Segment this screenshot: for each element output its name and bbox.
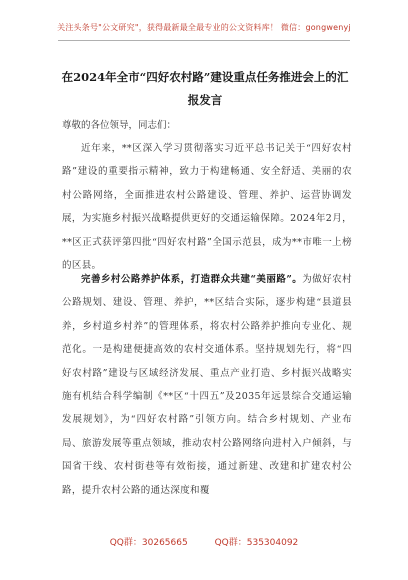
- footer-qq-group-1: QQ群：30265665: [109, 538, 188, 548]
- header-banner: 关注头条号"公文研究"，获得最新最全最专业的公文资料库！ 微信：gongwenyj: [57, 23, 351, 32]
- paragraph-1: 近年来，**区深入学习贯彻落实习近平总书记关于“四好农村路”建设的重要指示精神，致力于构建畅通、安全舒适、美丽的农村公路网络，全面推进农村公路建设、管理、养护、运营协调发展，为实施乡村振兴战略提供更好的交通运输保障。2024年2月，**区正式获评第四批“四好农村路”全国示范县，成为**市唯一上榜的区县。: [62, 143, 352, 272]
- section-subheading: 完善乡村公路养护体系，打造群众共建“美丽路”。: [81, 274, 303, 285]
- document-title: 在2024年全市“四好农村路”建设重点任务推进会上的汇报发言: [61, 70, 349, 107]
- paragraph-2-text: 为做好农村公路规划、建设、管理、养护，**区结合实际，逐步构建“县道县养，乡村道乡村养”的管理体系，将农村公路养护推向专业化、规范化。一是构建便捷高效的农村交通体系。坚持规划先行，将“四好农村路”建设与区域经济发展、重点产业打造、乡村振兴战略实施有机结合科学编制《**区“十四五”及2035年远景综合交通运输发展规划》，为“四好农村路”引领方向。结合乡村规划、产业布局、旅游发展等重点领域，推动农村公路网络向进村入户倾斜，与国省干线、农村街巷等有效衔接，通过新建、改建和扩建农村公路，提升农村公路的通达深度和覆: [62, 274, 352, 496]
- footer-qq-group-2: QQ群：535304092: [214, 538, 299, 548]
- footer-contacts: [0, 535, 408, 548]
- salutation: 尊敬的各位领导，同志们：: [62, 120, 177, 131]
- header-divider: [58, 40, 350, 41]
- paragraph-2: [62, 268, 352, 502]
